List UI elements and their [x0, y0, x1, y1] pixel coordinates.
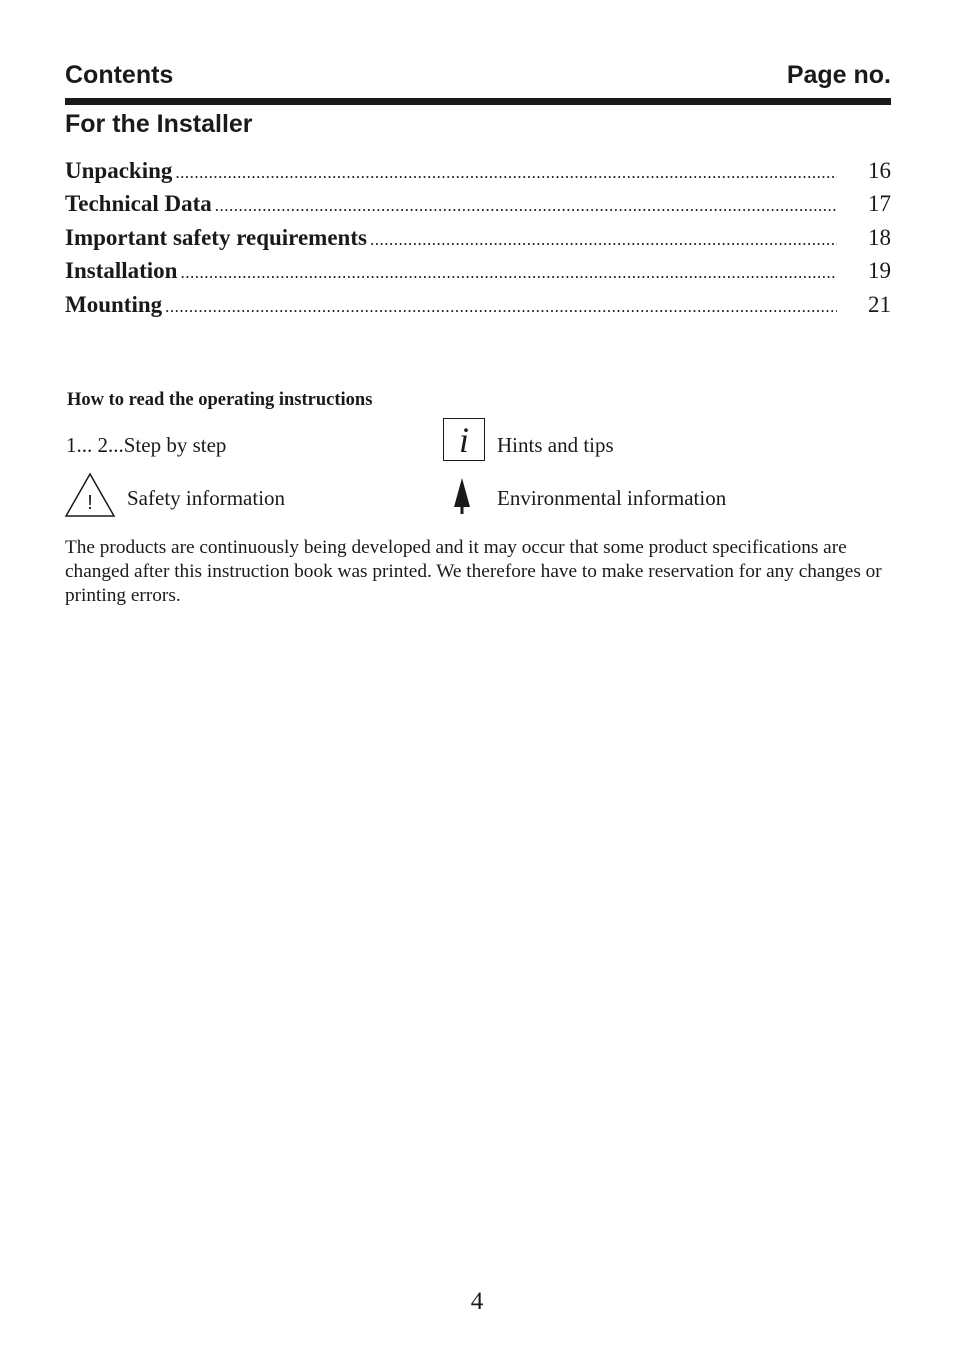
page-number: 4: [470, 1288, 484, 1315]
toc-leader-dots: [165, 297, 837, 317]
toc-entry-page: 18: [868, 224, 891, 250]
toc-leader-dots: [180, 263, 837, 283]
disclaimer-text: The products are continuously being developed and it may occur that some product specifications are changed after this instruction book was printed. We therefore have to make reservation for any changes or printing errors.: [65, 537, 882, 606]
toc-leader-dots: [215, 196, 837, 216]
contents-header: [65, 58, 891, 90]
toc-entry-mounting[interactable]: [65, 292, 891, 325]
toc-entry-safety-requirements[interactable]: [65, 225, 891, 258]
toc-entry-page: 19: [868, 258, 891, 284]
legend-hints-and-tips: Hints and tips: [497, 433, 614, 457]
warning-triangle-icon: [64, 472, 116, 518]
toc-entry-page: 21: [868, 291, 891, 317]
legend-heading: How to read the operating instructions: [67, 390, 373, 410]
contents-title: Contents: [65, 61, 174, 89]
legend-environmental-information: Environmental information: [497, 486, 727, 510]
legend-safety-information: Safety information: [127, 486, 286, 510]
environment-tree-icon: [452, 478, 472, 514]
toc-entry-page: 16: [868, 158, 891, 183]
toc-entry-label: Unpacking: [65, 158, 173, 183]
section-title: For the Installer: [65, 110, 253, 138]
toc-entry-installation[interactable]: [65, 258, 891, 291]
toc-leader-dots: [175, 163, 837, 183]
warning-glyph: !: [87, 492, 93, 514]
header-rule: [65, 98, 891, 105]
toc-entry-label: Installation: [65, 258, 178, 284]
toc-entry-label: Mounting: [65, 291, 163, 317]
table-of-contents: [65, 158, 891, 325]
toc-entry-page: 17: [868, 191, 891, 217]
toc-entry-label: Technical Data: [65, 191, 212, 217]
info-icon: i: [443, 418, 485, 461]
page-no-label: Page no.: [786, 61, 891, 89]
toc-entry-label: Important safety requirements: [65, 224, 367, 250]
legend-step-by-step: 1... 2...Step by step: [66, 433, 227, 457]
toc-leader-dots: [370, 230, 837, 250]
toc-entry-technical-data[interactable]: [65, 191, 891, 224]
toc-entry-unpacking[interactable]: [65, 158, 891, 191]
